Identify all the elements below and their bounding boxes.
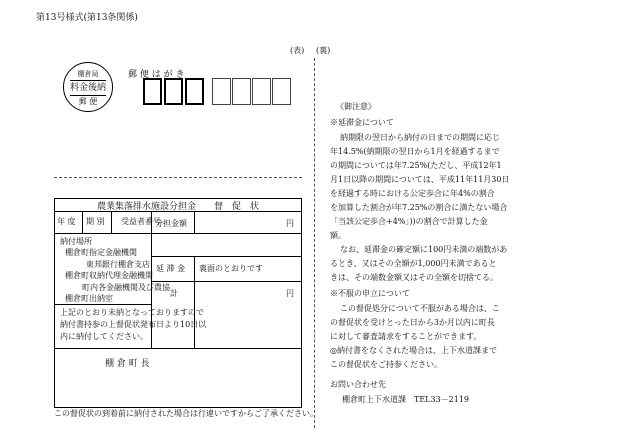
objection-title: ※不服の申立について	[330, 289, 410, 298]
seal-post-office: 棚倉局	[77, 70, 99, 78]
payer-number-header: 受益者番号	[121, 217, 161, 226]
fold-line	[54, 177, 302, 178]
year-header: 年 度	[57, 217, 76, 226]
period-header: 期 別	[86, 217, 105, 226]
payment-place-2: 東邦銀行棚倉支店	[86, 260, 150, 269]
objection-line-4: ◎納付書をなくされた場合は、上下水道課まで	[330, 346, 497, 355]
late-fee-para1-line-6: を加算した割合が年7.25%の割合に満たない場合	[330, 203, 508, 212]
late-fee-para1-line-8: 額。	[330, 231, 346, 240]
front-side-label: (表)	[290, 46, 305, 55]
postal-code-box-2	[164, 78, 183, 105]
seal-mail: 郵 便	[78, 97, 98, 106]
notes-heading: 《御注意》	[336, 102, 376, 111]
seal-postage-paid: 料金後納	[69, 83, 106, 93]
postage-paid-seal	[63, 62, 113, 112]
postcard-label: 郵 便 は が き	[128, 70, 185, 80]
postal-code-box-3	[185, 78, 204, 105]
late-fee-para2-line-1: なお、延滞金の確定額に100円未満の端数があ	[340, 245, 508, 254]
payment-place-4: 町内各金融機関及び農協	[82, 283, 170, 292]
contact-label: お問い合わせ先	[330, 380, 386, 389]
late-fee-para2-line-2: るとき、又はその全額が1,000円未満であると	[330, 259, 497, 268]
late-fee-para1-line-7: 「当該公定歩合+4%」))の割合で計算した金	[330, 217, 488, 226]
late-fee-value: 裏面のとおりです	[199, 264, 263, 273]
share-amount-yen: 円	[286, 219, 294, 228]
payment-place-3: 棚倉町収納代理金融機関	[65, 271, 153, 280]
objection-line-1: この督促処分について不服がある場合は、こ	[340, 304, 500, 313]
notice-form	[54, 198, 302, 408]
late-fee-para1-line-1: 納期限の翌日から納付の日までの期間に応じ	[340, 133, 500, 142]
message-line-2: 納付書持参の上督促状発布日より10日以	[60, 320, 207, 329]
objection-line-5: この督促状をご持参ください。	[330, 360, 442, 369]
payment-place-1: 棚倉町指定金融機関	[65, 248, 137, 257]
mayor-signature: 棚 倉 町 長	[105, 359, 150, 369]
postal-code-box-4	[212, 78, 231, 105]
late-fee-label: 延 滞 金	[156, 264, 186, 273]
message-line-1: 上記のとおり未納となっておりますので	[60, 308, 204, 317]
payment-place-5: 棚倉町出納室	[65, 294, 113, 303]
center-fold-line	[314, 58, 315, 428]
late-fee-para1-line-3: の期間については年7.25%(ただし、平成12年1	[330, 161, 502, 170]
late-fee-para2-line-3: きは、その端数金額又はその全額を切捨てる。	[330, 273, 498, 282]
back-side-label: (裏)	[316, 46, 331, 55]
message-line-3: 内に納付してください。	[60, 332, 148, 341]
postal-code-box-5	[232, 78, 251, 105]
payment-place-label: 納付場所	[60, 237, 92, 246]
objection-line-3: に対して審査請求をすることができます。	[330, 332, 482, 341]
late-fee-title: ※延滞金について	[330, 118, 394, 127]
total-label: 計	[170, 289, 178, 298]
footer-note: この督促状の到着前に納付された場合は行違いですからご了承ください。	[54, 409, 318, 418]
postal-code-box-1	[143, 78, 162, 105]
objection-line-2: の督促状を受けとった日から3か月以内に町長	[330, 318, 495, 327]
late-fee-para1-line-5: を経過する時における公定歩合に年4%の割合	[330, 189, 495, 198]
total-yen: 円	[286, 289, 294, 298]
postal-code-box-7	[272, 78, 291, 105]
late-fee-para1-line-4: 月1日以降の期間については、平成11年11月30日	[330, 175, 510, 184]
share-amount-header: 分担金額	[155, 219, 187, 228]
notice-title: 農業集落排水施設分担金 督 促 状	[96, 202, 259, 212]
form-number: 第13号様式(第13条関係)	[36, 13, 138, 23]
postal-code-box-6	[252, 78, 271, 105]
late-fee-para1-line-2: 年14.5%(納期限の翌日から1月を経過するまで	[330, 147, 500, 156]
contact-info: 棚倉町上下水道課 TEL33－2119	[342, 395, 470, 404]
